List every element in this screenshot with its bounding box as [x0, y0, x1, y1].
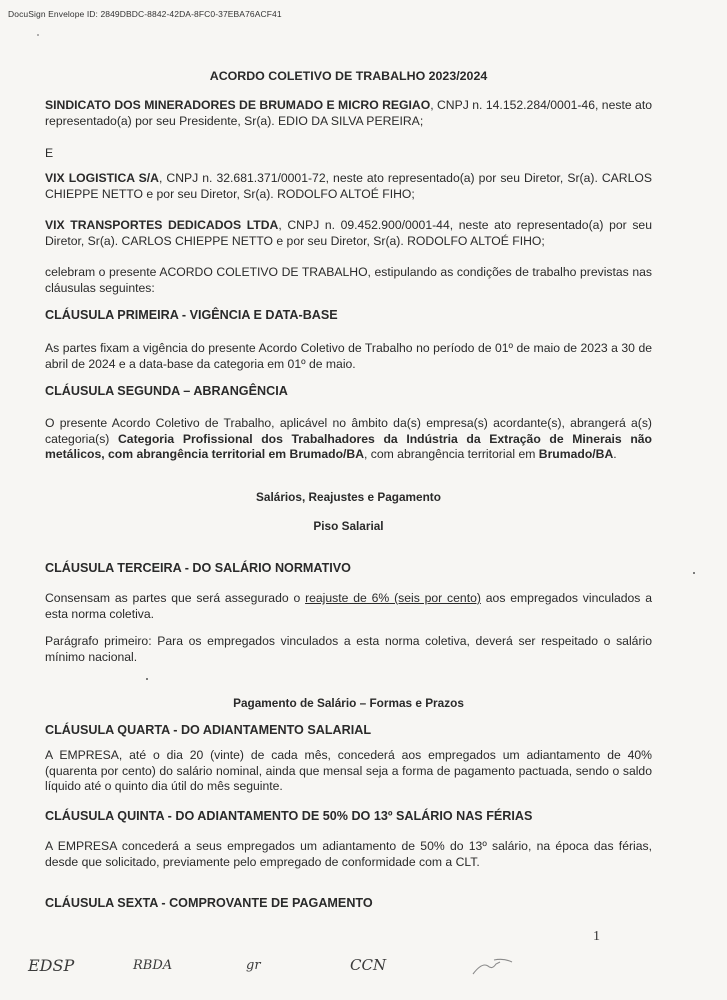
party-1-name: SINDICATO DOS MINERADORES DE BRUMADO E MICRO REGIAO	[45, 98, 431, 112]
party-3-text: , CNPJ n. 09.452.900/0001-44, neste ato representado(a) por seu Diretor, Sr(a). CARLOS CHIEPPE NETTO e por seu Diretor, Sr(a). RODOLFO ALTOÉ FIHO;	[45, 218, 652, 248]
party-2	[45, 171, 652, 202]
clause-4-title: CLÁUSULA QUARTA - DO ADIANTAMENTO SALARIAL	[45, 723, 372, 737]
clause-3-text	[45, 591, 652, 622]
clause-3-text-b: aos empregados vinculados a esta norma coletiva.	[45, 591, 652, 621]
clause-1-title: CLÁUSULA PRIMEIRA - VIGÊNCIA E DATA-BASE	[45, 308, 338, 322]
docusign-envelope-id: DocuSign Envelope ID: 2849DBDC-8842-42DA-8FC0-37EBA76ACF41	[8, 9, 282, 19]
scan-speck	[693, 572, 695, 574]
clause-3-underlined: reajuste de 6% (seis por cento)	[305, 591, 481, 605]
clause-5-title: CLÁUSULA QUINTA - DO ADIANTAMENTO DE 50% DO 13º SALÁRIO NAS FÉRIAS	[45, 809, 533, 823]
party-2-name: VIX LOGISTICA S/A	[45, 171, 159, 185]
clause-6-title: CLÁUSULA SEXTA - COMPROVANTE DE PAGAMENTO	[45, 896, 373, 910]
clause-2-text	[45, 416, 652, 463]
clause-2-text-b: , com abrangência territorial em	[364, 447, 539, 461]
clause-3-title: CLÁUSULA TERCEIRA - DO SALÁRIO NORMATIVO	[45, 561, 351, 575]
clause-2-text-a: O presente Acordo Coletivo de Trabalho, aplicável no âmbito da(s) empresa(s) acordante(s), abrangerá a(s) categoria(s)	[45, 416, 652, 446]
connector-e: E	[45, 146, 54, 160]
clause-4-text: A EMPRESA, até o dia 20 (vinte) de cada mês, concederá aos empregados um adiantamento de 40% (quarenta por cento) do salário nominal, ainda que mensal seja a forma de pagamento pactuada, sendo o saldo líquido até o quinto dia útil do mês seguinte.	[45, 748, 652, 793]
clause-2-title: CLÁUSULA SEGUNDA – ABRANGÊNCIA	[45, 384, 288, 398]
page-number: 1	[593, 929, 600, 944]
party-3	[45, 218, 652, 249]
clause-2-bold-a: Categoria Profissional dos Trabalhadores da Indústria da Extração de Minerais não metálicos, com abrangência territorial em Brumado/BA	[45, 431, 652, 461]
intro-paragraph: celebram o presente ACORDO COLETIVO DE TRABALHO, estipulando as condições de trabalho previstas nas cláusulas seguintes:	[45, 265, 652, 295]
clause-2-text-c: .	[613, 447, 617, 461]
initials-signature-2: RBDA	[133, 958, 173, 973]
party-1	[45, 98, 652, 129]
initials-signature-5	[470, 956, 520, 978]
section-pagamento-title: Pagamento de Salário – Formas e Prazos	[233, 696, 464, 710]
clause-3-paragraph-1: Parágrafo primeiro: Para os empregados vinculados a esta norma coletiva, deverá ser respeitado o salário mínimo nacional.	[45, 634, 652, 664]
document-title: ACORDO COLETIVO DE TRABALHO 2023/2024	[209, 69, 488, 83]
party-1-text: , CNPJ n. 14.152.284/0001-46, neste ato representado(a) por seu Presidente, Sr(a). EDIO DA SILVA PEREIRA;	[45, 98, 653, 128]
initials-signature-1: EDSP	[28, 956, 75, 975]
clause-2-bold-b: Brumado/BA	[538, 447, 614, 461]
scan-speck	[37, 34, 39, 36]
clause-1-text: As partes fixam a vigência do presente Acordo Coletivo de Trabalho no período de 01º de maio de 2023 a 30 de abril de 2024 e a data-base da categoria em 01º de maio.	[45, 341, 652, 371]
scan-speck	[146, 678, 148, 680]
section-salarios-title: Salários, Reajustes e Pagamento	[256, 490, 441, 504]
clause-3-text-a: Consensam as partes que será assegurado o	[45, 591, 306, 605]
section-piso-salarial: Piso Salarial	[313, 519, 384, 533]
clause-5-text: A EMPRESA concederá a seus empregados um adiantamento de 50% do 13º salário, na época das férias, desde que solicitado, previamente pelo empregado de conformidade com a CLT.	[45, 839, 652, 869]
party-3-name: VIX TRANSPORTES DEDICADOS LTDA	[45, 218, 279, 232]
initials-signature-3: gr	[246, 958, 261, 973]
initials-signature-4: CCN	[350, 956, 387, 974]
party-2-text: , CNPJ n. 32.681.371/0001-72, neste ato representado(a) por seu Diretor, Sr(a). CARLOS CHIEPPE NETTO e por seu Diretor, Sr(a). RODOLFO ALTOÉ FIHO;	[45, 171, 652, 201]
